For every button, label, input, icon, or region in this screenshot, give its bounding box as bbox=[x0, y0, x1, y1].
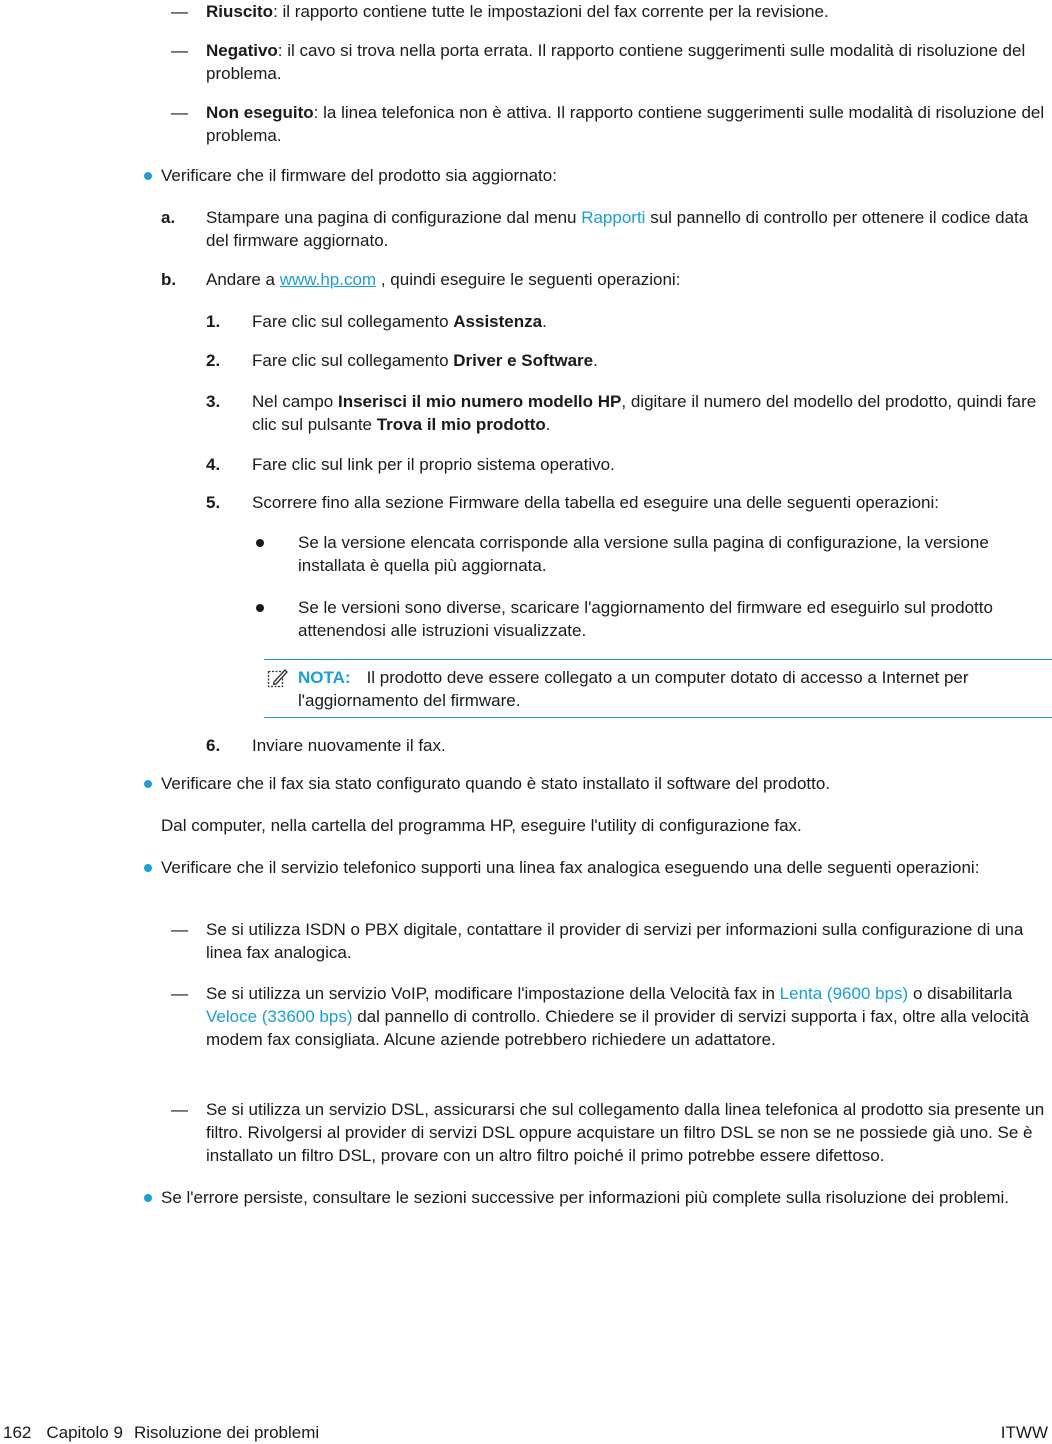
footer-locale: ITWW bbox=[1000, 1423, 1048, 1442]
bullet-icon bbox=[144, 864, 152, 872]
step-number: 4. bbox=[206, 455, 221, 474]
dash-item-riuscito: Riuscito: il rapporto contiene tutte le impostazioni del fax corrente per la revisione. bbox=[206, 2, 829, 21]
step-6: Inviare nuovamente il fax. bbox=[252, 736, 446, 755]
bullet-icon bbox=[256, 604, 264, 612]
menu-reference-rapporti: Rapporti bbox=[581, 208, 646, 227]
step-3: Nel campo Inserisci il mio numero modello HP, digitare il numero del modello del prodotto, quindi fare clic sul pulsante Trova il mio prodotto. bbox=[252, 392, 1037, 434]
dash-item-negativo: Negativo: il cavo si trova nella porta errata. Il rapporto contiene suggerimenti sulle modalità di risoluzione del problema. bbox=[206, 41, 1026, 83]
step-4: Fare clic sul link per il proprio sistema operativo. bbox=[252, 455, 615, 474]
bullet-icon bbox=[144, 780, 152, 788]
step-number: 5. bbox=[206, 493, 221, 512]
setting-lenta: Lenta (9600 bps) bbox=[779, 984, 909, 1003]
dash-marker: — bbox=[171, 103, 188, 122]
bullet-icon bbox=[256, 539, 264, 547]
dash-marker: — bbox=[171, 2, 188, 21]
dash-item-dsl: Se si utilizza un servizio DSL, assicurarsi che sul collegamento dalla linea telefonica al prodotto sia presente un filtro. Rivolgersi al provider di servizi DSL oppure acquistare un filtro DSL se non se ne possiede già uno. Se è installato un filtro DSL, provare con un altro filtro poiché il primo potrebbe essere difettoso. bbox=[206, 1100, 1045, 1165]
step-label-b: b. bbox=[161, 270, 177, 289]
bullet-icon bbox=[144, 172, 152, 180]
dash-item-non-eseguito: Non eseguito: la linea telefonica non è attiva. Il rapporto contiene suggerimenti sulle modalità di risoluzione del problema. bbox=[206, 103, 1045, 145]
dash-marker: — bbox=[171, 920, 188, 939]
step-number: 1. bbox=[206, 312, 221, 331]
step-b: Andare a www.hp.com , quindi eseguire le seguenti operazioni: bbox=[206, 270, 681, 289]
note-top-rule bbox=[264, 659, 1052, 660]
note-bottom-rule bbox=[264, 717, 1052, 718]
step-a: Stampare una pagina di configurazione dal menu Rapporti sul pannello di controllo per ottenere il codice data del firmware aggiornato. bbox=[206, 208, 1029, 250]
page-number: 162 bbox=[3, 1423, 32, 1442]
bullet-error-persists: Se l'errore persiste, consultare le sezioni successive per informazioni più complete sulla risoluzione dei problemi. bbox=[161, 1188, 1009, 1207]
dash-marker: — bbox=[171, 41, 188, 60]
footer-section: Risoluzione dei problemi bbox=[133, 1423, 320, 1442]
step-number: 2. bbox=[206, 351, 221, 370]
dash-marker: — bbox=[171, 1100, 188, 1119]
hp-website-link[interactable]: www.hp.com bbox=[279, 270, 377, 289]
dash-marker: — bbox=[171, 984, 188, 1003]
page-footer bbox=[3, 1421, 319, 1444]
footer-chapter: Capitolo 9 bbox=[46, 1423, 123, 1442]
setting-veloce: Veloce (33600 bps) bbox=[206, 1007, 353, 1026]
step-2: Fare clic sul collegamento Driver e Software. bbox=[252, 351, 598, 370]
bullet-icon bbox=[144, 1194, 152, 1202]
note-pencil-icon bbox=[265, 666, 289, 690]
step-number: 3. bbox=[206, 392, 221, 411]
bullet-fax-configured: Verificare che il fax sia stato configurato quando è stato installato il software del prodotto. bbox=[161, 774, 831, 793]
step-5-option-2: Se le versioni sono diverse, scaricare l'aggiornamento del firmware ed eseguirlo sul prodotto attenendosi alle istruzioni visualizzate. bbox=[298, 598, 993, 640]
dash-item-isdn: Se si utilizza ISDN o PBX digitale, contattare il provider di servizi per informazioni sulla configurazione di una linea fax analogica. bbox=[206, 920, 1024, 962]
step-label-a: a. bbox=[161, 208, 176, 227]
note-box: NOTA: Il prodotto deve essere collegato a un computer dotato di accesso a Internet per l'aggiornamento del firmware. bbox=[298, 668, 969, 710]
step-number: 6. bbox=[206, 736, 221, 755]
step-5-option-1: Se la versione elencata corrisponde alla versione sulla pagina di configurazione, la versione installata è quella più aggiornata. bbox=[298, 533, 989, 575]
bullet-analog-line: Verificare che il servizio telefonico supporti una linea fax analogica eseguendo una delle seguenti operazioni: bbox=[161, 858, 980, 877]
note-label: NOTA: bbox=[298, 668, 351, 687]
bullet-firmware: Verificare che il firmware del prodotto sia aggiornato: bbox=[161, 166, 557, 185]
configured-paragraph: Dal computer, nella cartella del programma HP, eseguire l'utility di configurazione fax. bbox=[161, 816, 802, 835]
step-5: Scorrere fino alla sezione Firmware della tabella ed eseguire una delle seguenti operazioni: bbox=[252, 493, 940, 512]
dash-item-voip: Se si utilizza un servizio VoIP, modificare l'impostazione della Velocità fax in Lenta (9600 bps) o disabilitarla Veloce (33600 bps) dal pannello di controllo. Chiedere se il provider di servizi supporta i fax, oltre alla velocità modem fax consigliata. Alcune aziende potrebbero richiedere un adattatore. bbox=[206, 984, 1030, 1049]
step-1: Fare clic sul collegamento Assistenza. bbox=[252, 312, 547, 331]
